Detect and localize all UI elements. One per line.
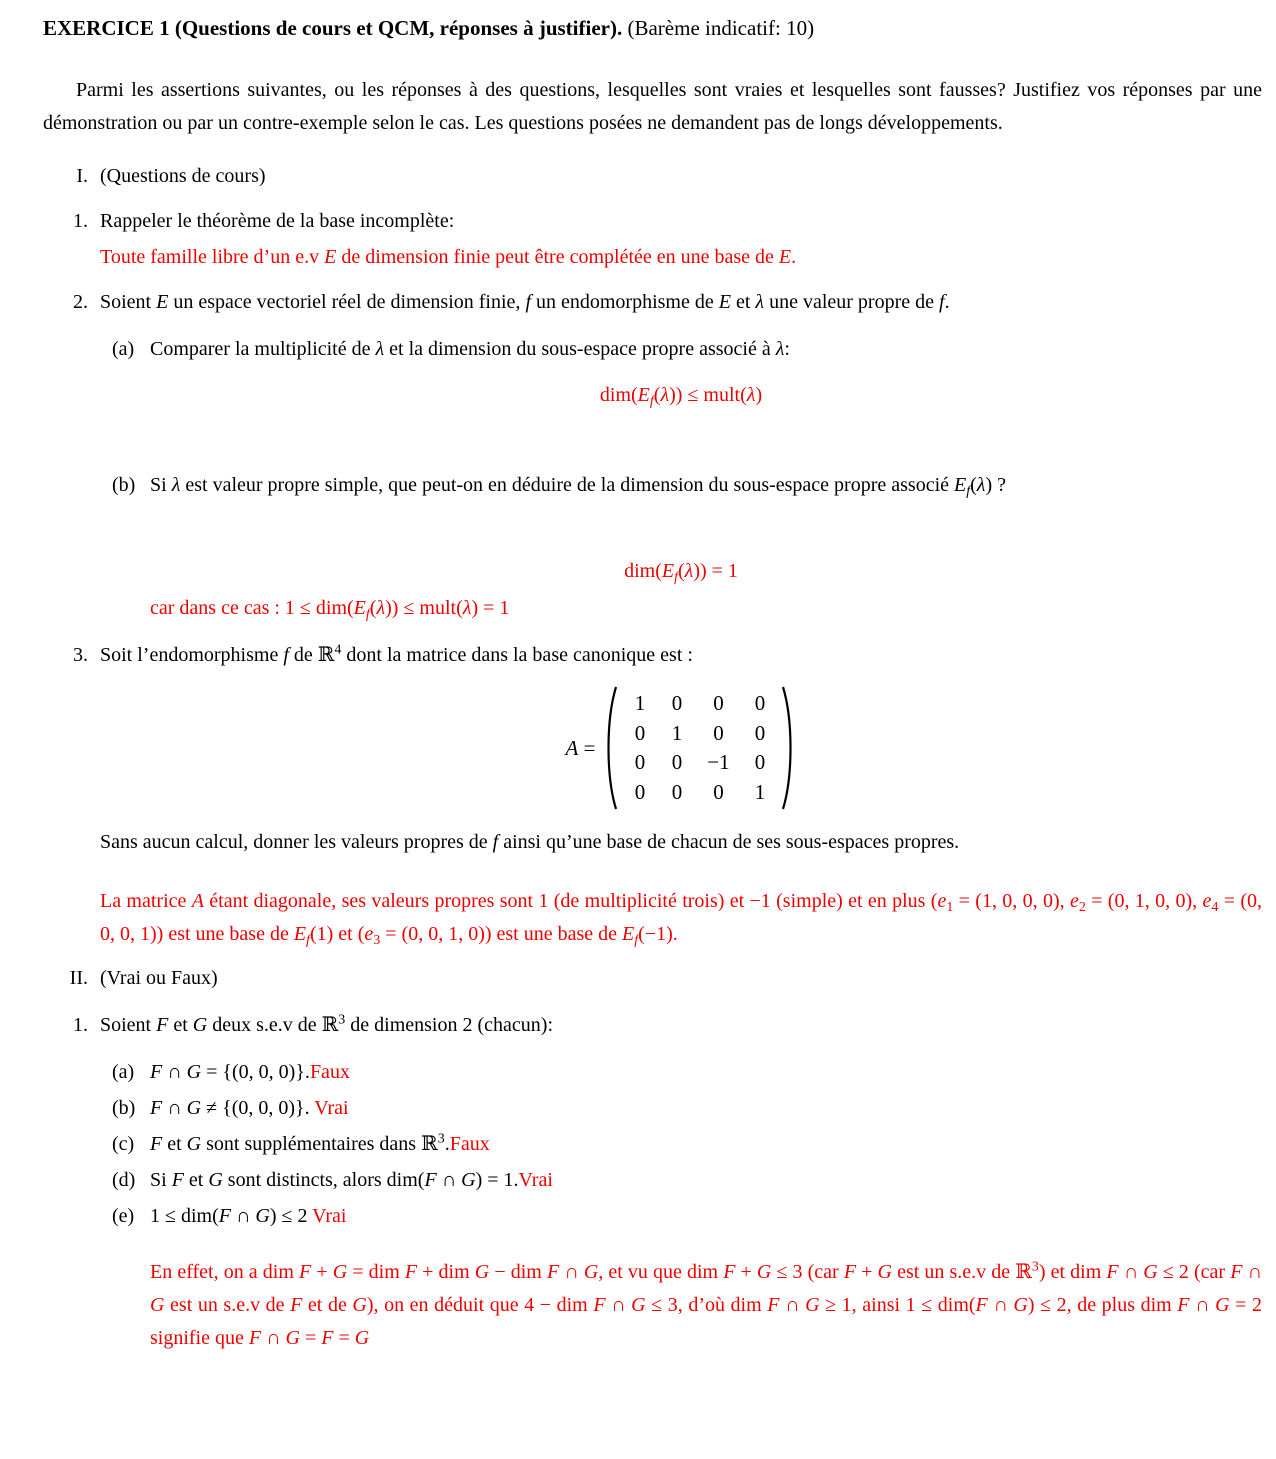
matrix-A	[566, 684, 797, 812]
section-i-title: (Questions de cours)	[100, 165, 266, 187]
matrix-cell: 0	[713, 691, 724, 716]
question-2	[0, 286, 1276, 319]
exercise-title-bold: EXERCICE 1 (Questions de cours et QCM, réponses à justifier).	[43, 16, 623, 40]
vf-item-list	[0, 1056, 1276, 1233]
vf-item-e	[0, 1200, 1276, 1233]
answer-2b-note: car dans ce cas : $1 \le dim(E_f(\lambda))$ ≤ mult(λ) = 1	[150, 597, 510, 623]
matrix-cell: 0	[634, 720, 646, 745]
section-ii-heading	[0, 962, 1276, 995]
vf-item-b-text: F ∩ G ≠ {(0, 0, 0)}. Vrai	[150, 1097, 349, 1119]
vf-item-c-label: (c)	[112, 1133, 135, 1155]
question-1-text: Rappeler le théorème de la base incomplète:	[100, 210, 455, 232]
vf-item-e-label: (e)	[112, 1205, 135, 1227]
vf-question-1	[0, 1009, 1276, 1042]
question-2b	[0, 469, 1276, 502]
question-2b-text: Si λ est valeur propre simple, que peut-on en déduire de la dimension du sous-espace propre associé $E_f(\lambda)$ ?	[150, 474, 1007, 500]
question-2b-label: (b)	[112, 474, 136, 496]
right-parenthesis-icon	[780, 684, 796, 812]
vf-question-1-text: Soient F et G deux s.e.v de ℝ$^3$ de dimension 2 (chacun):	[100, 1012, 553, 1036]
answer-1: Toute famille libre d’un e.v E de dimension finie peut être complétée en une base de E.	[100, 246, 797, 268]
vf-item-b	[0, 1092, 1276, 1125]
matrix-cell: 1	[634, 691, 646, 716]
matrix-cell: 0	[754, 720, 766, 745]
vf-item-d-label: (d)	[112, 1169, 136, 1191]
intro-paragraph: Parmi les assertions suivantes, ou les réponses à des questions, lesquelles sont vraies et lesquelles sont fausses? Justifiez vos réponses par une démonstration ou par un contre-exemple selon le cas. Les questions posées ne demandent pas de longs développements.	[43, 79, 1262, 134]
question-1-number: 1.	[73, 210, 88, 232]
exercise-title	[43, 14, 1262, 42]
matrix-lhs: A =	[565, 735, 596, 760]
vf-item-d-text: Si F et G sont distincts, alors dim(F ∩ G) = 1.Vrai	[150, 1169, 553, 1191]
matrix-equation	[100, 684, 1262, 812]
matrix-cell: 1	[754, 779, 766, 804]
matrix-cell: 0	[634, 779, 646, 804]
answer-2a-equation: $dim(E_f(\lambda))$ ≤ mult(λ)	[599, 384, 763, 410]
answer-3: La matrice A étant diagonale, ses valeurs propres sont 1 (de multiplicité trois) et −1 (simple) et en plus ($e_1 = (1$, 0, 0, 0), $e_2 = (0$, 1, 0, 0), $e_4 = (0$, 0, 0, 1)) est une base de $E_f(1)$ et ($e_3 = (0$, 0, 1, 0)) est une base de $E_f(-1)$.	[100, 890, 1262, 949]
question-3-instruction: Sans aucun calcul, donner les valeurs propres de f ainsi qu’une base de chacun de ses sous-espaces propres.	[100, 831, 960, 853]
vf-item-a-label: (a)	[112, 1061, 135, 1083]
question-2a	[0, 333, 1276, 366]
vf-item-c	[0, 1128, 1276, 1161]
matrix-cell: 0	[671, 779, 683, 804]
vf-item-a-text: F ∩ G = {(0, 0, 0)}.Faux	[150, 1061, 350, 1083]
matrix-cell: 0	[754, 750, 766, 775]
matrix-cell: −1	[707, 750, 730, 775]
left-parenthesis-icon	[603, 684, 619, 812]
question-3	[0, 639, 1276, 672]
section-ii-label: II.	[69, 967, 88, 989]
vf-item-c-text: F et G sont supplémentaires dans ℝ$^3$.Faux	[150, 1131, 490, 1155]
section-ii-title: (Vrai ou Faux)	[100, 967, 218, 989]
question-1	[0, 205, 1276, 238]
matrix-cell: 1	[671, 720, 683, 745]
vf-item-b-label: (b)	[112, 1097, 136, 1119]
vf-item-e-text: 1 ≤ dim(F ∩ G) ≤ 2 Vrai	[150, 1205, 347, 1227]
matrix-cell: 0	[671, 750, 683, 775]
question-2a-label: (a)	[112, 338, 135, 360]
vf-item-d	[0, 1164, 1276, 1197]
vf-justification: En effet, on a dim F + G = dim F + dim G − dim F ∩ G, et vu que dim F + G ≤ 3 (car F + G est un s.e.v de ℝ$^3$) et dim F ∩ G ≤ 2 (car F ∩ G est un s.e.v de F et de G), on en déduit que 4 − dim F ∩ G ≤ 3, d’où dim F ∩ G ≥ 1, ainsi 1 ≤ dim(F ∩ G) ≤ 2, de plus dim F ∩ G = 2 signifie que F ∩ G = F = G	[150, 1259, 1263, 1349]
question-3-text: Soit l’endomorphisme f de ℝ$^4$ dont la matrice dans la base canonique est :	[100, 642, 693, 666]
section-i-heading	[0, 160, 1276, 193]
question-2-number: 2.	[73, 291, 88, 313]
matrix-cell: 0	[713, 779, 724, 804]
question-2a-text: Comparer la multiplicité de λ et la dimension du sous-espace propre associé à λ:	[150, 338, 790, 360]
matrix-cell: 0	[754, 691, 766, 716]
exercise-title-grading: (Barème indicatif: 10)	[622, 16, 815, 40]
section-i-label: I.	[76, 165, 88, 187]
answer-2b-equation: $dim(E_f(\lambda)) = 1$	[624, 560, 738, 586]
matrix-cell: 0	[671, 691, 683, 716]
question-3-number: 3.	[73, 644, 88, 666]
question-2-text: Soient E un espace vectoriel réel de dimension finie, f un endomorphisme de E et λ une valeur propre de f.	[100, 291, 950, 313]
matrix-grid	[621, 689, 778, 807]
matrix-cell: 0	[634, 750, 646, 775]
vf-question-1-number: 1.	[73, 1014, 88, 1036]
matrix-cell: 0	[713, 720, 724, 745]
vf-item-a	[0, 1056, 1276, 1089]
